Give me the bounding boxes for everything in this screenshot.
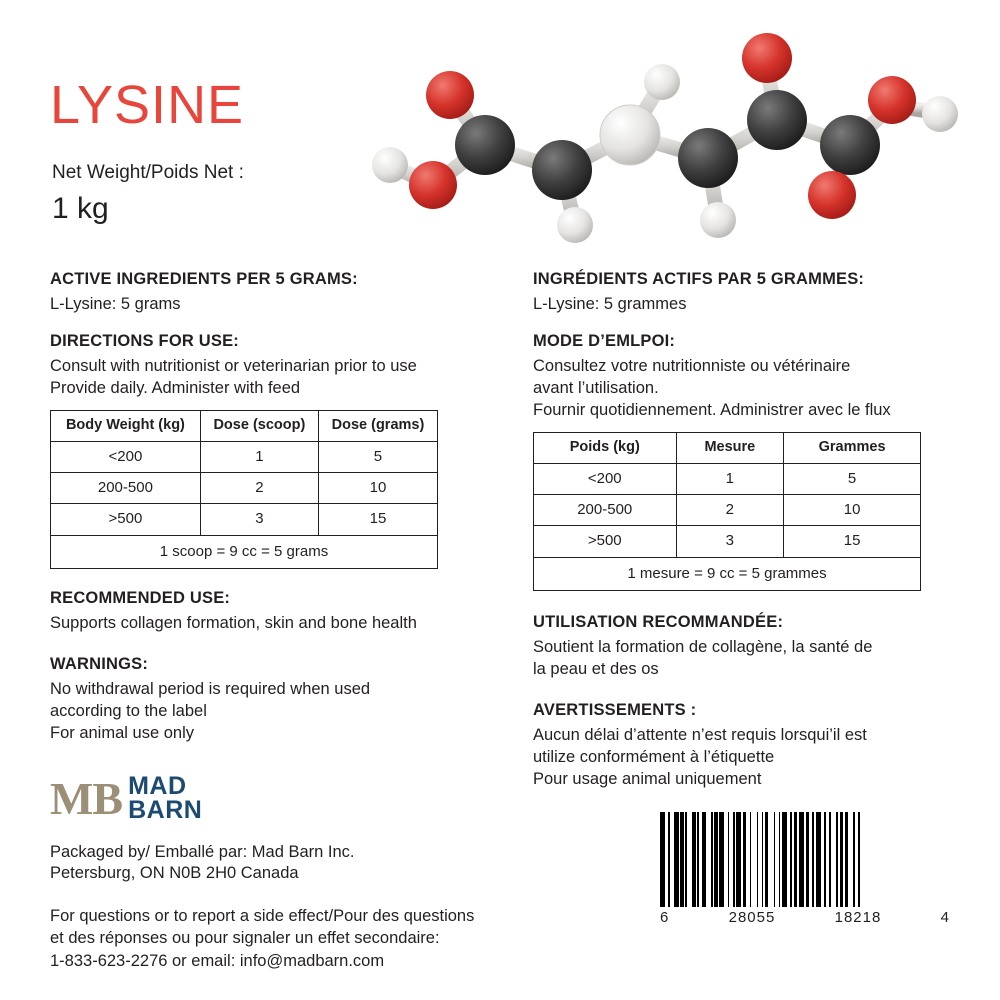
warnings-heading-en: WARNINGS: [50,655,149,674]
net-weight-label: Net Weight/Poids Net : [52,162,244,183]
directions-heading-en: DIRECTIONS FOR USE: [50,332,239,351]
active-ingredients-text-en: L-Lysine: 5 grams [50,295,181,314]
packaged-by-line-2: Petersburg, ON N0B 2H0 Canada [50,864,299,883]
molecule-icon [330,10,990,255]
directions-line-1-en: Consult with nutritionist or veterinarian prior to use [50,357,417,376]
table-header-row [534,433,921,464]
table-header-cell: Body Weight (kg) [51,411,201,442]
active-ingredients-text-fr: L-Lysine: 5 grammes [533,295,687,314]
table-footnote-row [534,557,921,590]
barcode-digit-left: 6 [660,909,670,926]
directions-section-en [50,330,490,400]
active-ingredients-heading-en: ACTIVE INGREDIENTS PER 5 GRAMS: [50,270,358,288]
dose-table-fr [533,432,921,591]
packaged-by-block [50,842,355,885]
contact-line-3: 1-833-623-2276 or email: info@madbarn.com [50,951,385,970]
recommended-use-heading-en: RECOMMENDED USE: [50,588,231,607]
contact-line-1: For questions or to report a side effect/Pour des questions [50,907,475,925]
directions-line-2-fr: avant l’utilisation. [533,379,659,398]
warnings-section-en [50,653,490,745]
recommended-use-text-en: Supports collagen formation, skin and bone health [50,614,417,633]
table-footnote-row [51,535,438,568]
active-ingredients-section-en [50,268,490,316]
contact-line-2: et des réponses ou pour signaler un effet secondaire: [50,929,440,948]
directions-heading-fr: MODE D’EMLPOI: [533,332,676,351]
table-footnote-en: 1 scoop = 9 cc = 5 grams [51,535,438,568]
table-cell: 1 [200,441,318,472]
warnings-line-3-en: For animal use only [50,724,194,743]
table-cell: <200 [51,441,201,472]
table-cell: 200-500 [51,473,201,504]
contact-block [50,905,474,972]
table-header-cell: Poids (kg) [534,433,677,464]
warnings-line-2-en: according to the label [50,702,207,721]
table-cell: 5 [784,463,921,494]
table-cell: 1 [676,463,784,494]
table-header-cell: Dose (scoop) [200,411,318,442]
french-column [533,268,973,791]
english-column [50,268,490,745]
table-cell: 2 [676,495,784,526]
directions-line-1-fr: Consultez votre nutritionniste ou vétérinaire [533,357,851,376]
warnings-heading-fr: AVERTISSEMENTS : [533,700,697,719]
table-cell: >500 [534,526,677,557]
net-weight-value: 1 kg [52,192,109,225]
table-header-cell: Dose (grams) [318,411,437,442]
barcode-digit-right: 4 [940,909,950,926]
table-cell: 3 [200,504,318,535]
table-cell: 10 [318,473,437,504]
warnings-line-1-fr: Aucun délai d’attente n’est requis lorsqui’il est [533,726,867,745]
logo-name-line-1: MAD [128,772,187,800]
recommended-use-section-fr [533,611,973,681]
table-cell: 200-500 [534,495,677,526]
warnings-line-2-fr: utilize conformément à l’étiquette [533,748,775,767]
recommended-use-line-2-fr: la peau et des os [533,660,659,679]
recommended-use-line-1-fr: Soutient la formation de collagène, la santé de [533,638,873,657]
table-header-cell: Grammes [784,433,921,464]
barcode-digit-group-2: 18218 [834,909,882,926]
table-row [51,441,438,472]
table-row [51,473,438,504]
packaged-by-line-1: Packaged by/ Emballé par: Mad Barn Inc. [50,843,355,861]
directions-line-2-en: Provide daily. Administer with feed [50,379,301,398]
warnings-line-1-en: No withdrawal period is required when used [50,680,371,699]
table-row [534,463,921,494]
barcode [660,812,950,926]
recommended-use-heading-fr: UTILISATION RECOMMANDÉE: [533,612,784,631]
table-cell: 5 [318,441,437,472]
table-row [51,504,438,535]
logo-name-line-2: BARN [128,795,203,824]
brand-logo [50,772,350,829]
page-title: LYSINE [50,75,245,135]
table-cell: 15 [318,504,437,535]
table-cell: 2 [200,473,318,504]
table-cell: >500 [51,504,201,535]
table-cell: 10 [784,495,921,526]
table-cell: 3 [676,526,784,557]
warnings-section-fr [533,699,973,791]
warnings-line-3-fr: Pour usage animal uniquement [533,770,762,789]
directions-section-fr [533,330,973,422]
active-ingredients-section-fr [533,268,973,316]
table-cell: <200 [534,463,677,494]
table-row [534,526,921,557]
table-cell: 15 [784,526,921,557]
table-header-row [51,411,438,442]
dose-table-en [50,410,438,569]
directions-line-3-fr: Fournir quotidiennement. Administrer avec le flux [533,401,891,420]
table-footnote-fr: 1 mesure = 9 cc = 5 grammes [534,557,921,590]
active-ingredients-heading-fr: INGRÉDIENTS ACTIFS PAR 5 GRAMMES: [533,270,865,288]
table-header-cell: Mesure [676,433,784,464]
barcode-digits [660,909,950,926]
barcode-bars [660,812,950,907]
table-row [534,495,921,526]
logo-monogram: MB [50,772,123,824]
recommended-use-section-en [50,587,490,635]
barcode-digit-group-1: 28055 [728,909,776,926]
